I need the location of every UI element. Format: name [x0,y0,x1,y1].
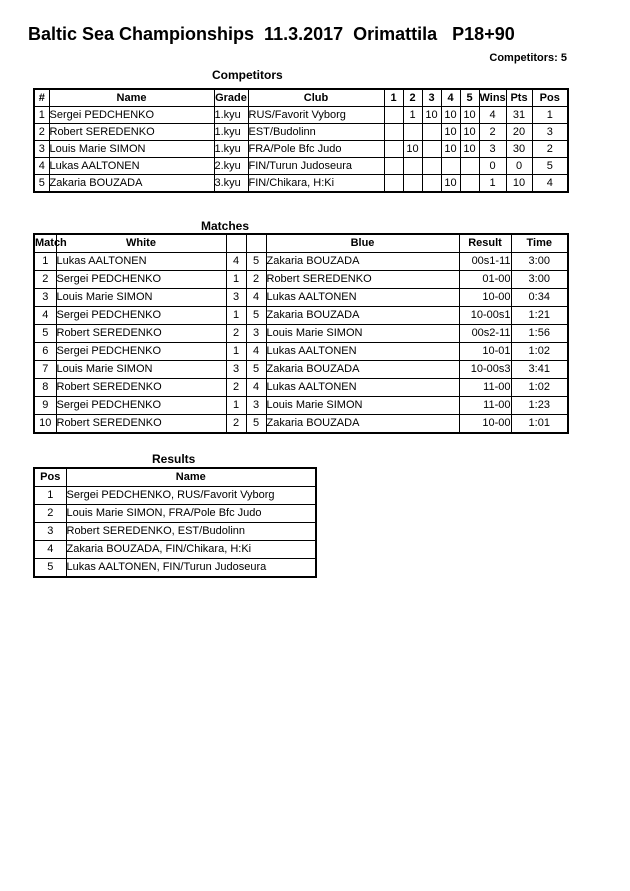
match-time: 1:56 [511,325,568,343]
result-name: Zakaria BOUZADA, FIN/Chikara, H:Ki [66,541,316,559]
white-competitor: Lukas AALTONEN [56,253,226,271]
match-number: 9 [34,397,56,415]
crosstable-score-1 [384,158,403,175]
blue-competitor: Lukas AALTONEN [266,343,459,361]
blue-competitor: Louis Marie SIMON [266,397,459,415]
white-competitor: Louis Marie SIMON [56,361,226,379]
crosstable-score-3 [422,175,441,193]
competitor-row [34,107,568,124]
crosstable-score-2 [403,175,422,193]
matches-section-title: Matches [201,219,250,233]
col-header-name: Name [49,89,214,107]
results-header-row [34,468,316,487]
result-name: Robert SEREDENKO, EST/Budolinn [66,523,316,541]
match-row [34,379,568,397]
match-result: 11-00 [459,379,511,397]
crosstable-score-1 [384,124,403,141]
competitor-grade: 1.kyu [214,124,248,141]
crosstable-score-3 [422,141,441,158]
blue-seed: 5 [246,415,266,434]
match-number: 7 [34,361,56,379]
crosstable-score-4: 10 [441,124,460,141]
white-competitor: Robert SEREDENKO [56,325,226,343]
match-number: 6 [34,343,56,361]
blue-competitor: Zakaria BOUZADA [266,253,459,271]
result-pos: 5 [34,559,66,578]
white-seed: 1 [226,343,246,361]
blue-seed: 4 [246,289,266,307]
col-header-number: # [34,89,49,107]
col-header-opp-5: 5 [460,89,479,107]
result-row [34,523,316,541]
competitor-number: 5 [34,175,49,193]
match-time: 1:21 [511,307,568,325]
blue-seed: 2 [246,271,266,289]
competitor-pos: 2 [532,141,568,158]
competitor-wins: 2 [479,124,506,141]
match-row [34,415,568,434]
result-name: Louis Marie SIMON, FRA/Pole Bfc Judo [66,505,316,523]
col-header-blue: Blue [266,234,459,253]
blue-competitor: Louis Marie SIMON [266,325,459,343]
crosstable-score-3 [422,158,441,175]
result-name: Sergei PEDCHENKO, RUS/Favorit Vyborg [66,487,316,505]
match-number: 2 [34,271,56,289]
competitor-club: FIN/Turun Judoseura [248,158,384,175]
competitors-table [33,88,569,193]
competitor-number: 2 [34,124,49,141]
competitors-count: Competitors: 5 [489,52,567,64]
crosstable-score-5: 10 [460,141,479,158]
competitor-pos: 1 [532,107,568,124]
white-seed: 2 [226,415,246,434]
crosstable-score-3 [422,124,441,141]
blue-seed: 4 [246,343,266,361]
col-header-opp-2: 2 [403,89,422,107]
white-competitor: Sergei PEDCHENKO [56,271,226,289]
competitor-club: FRA/Pole Bfc Judo [248,141,384,158]
white-seed: 2 [226,325,246,343]
blue-seed: 3 [246,397,266,415]
matches-table [33,233,569,434]
white-seed: 3 [226,361,246,379]
col-header-match: Match [34,234,56,253]
match-time: 1:02 [511,379,568,397]
col-header-opp-1: 1 [384,89,403,107]
competitor-club: RUS/Favorit Vyborg [248,107,384,124]
match-result: 10-00 [459,289,511,307]
col-header-club: Club [248,89,384,107]
white-competitor: Robert SEREDENKO [56,379,226,397]
results-table [33,467,317,578]
crosstable-score-3: 10 [422,107,441,124]
competitor-club: EST/Budolinn [248,124,384,141]
match-result: 10-00 [459,415,511,434]
col-header-name: Name [66,468,316,487]
competitors-section-title: Competitors [212,68,283,82]
match-number: 5 [34,325,56,343]
col-header-pos: Pos [532,89,568,107]
col-header-white: White [56,234,226,253]
match-number: 8 [34,379,56,397]
blue-competitor: Robert SEREDENKO [266,271,459,289]
match-row [34,361,568,379]
match-result: 10-00s1 [459,307,511,325]
match-result: 11-00 [459,397,511,415]
match-number: 4 [34,307,56,325]
competitor-pts: 0 [506,158,532,175]
match-result: 01-00 [459,271,511,289]
blue-seed: 4 [246,379,266,397]
match-result: 00s1-11 [459,253,511,271]
competitor-pos: 4 [532,175,568,193]
match-time: 3:41 [511,361,568,379]
competitor-name: Sergei PEDCHENKO [49,107,214,124]
col-header-wins: Wins [479,89,506,107]
crosstable-score-5: 10 [460,124,479,141]
blue-competitor: Lukas AALTONEN [266,289,459,307]
competitor-grade: 1.kyu [214,141,248,158]
competitors-header-row [34,89,568,107]
white-competitor: Louis Marie SIMON [56,289,226,307]
matches-header-row [34,234,568,253]
competitor-row [34,158,568,175]
col-header-pts: Pts [506,89,532,107]
competitor-name: Robert SEREDENKO [49,124,214,141]
white-competitor: Sergei PEDCHENKO [56,343,226,361]
competitor-number: 3 [34,141,49,158]
match-time: 0:34 [511,289,568,307]
result-pos: 1 [34,487,66,505]
col-header-grade: Grade [214,89,248,107]
competitor-wins: 3 [479,141,506,158]
white-seed: 1 [226,397,246,415]
blue-seed: 5 [246,253,266,271]
match-row [34,397,568,415]
competitor-pts: 10 [506,175,532,193]
white-seed: 4 [226,253,246,271]
crosstable-score-4: 10 [441,107,460,124]
match-time: 3:00 [511,253,568,271]
white-seed: 2 [226,379,246,397]
col-header-time: Time [511,234,568,253]
match-row [34,307,568,325]
white-competitor: Sergei PEDCHENKO [56,307,226,325]
result-row [34,505,316,523]
col-header-spacer-2 [246,234,266,253]
match-number: 10 [34,415,56,434]
crosstable-score-2 [403,158,422,175]
match-number: 1 [34,253,56,271]
blue-competitor: Zakaria BOUZADA [266,415,459,434]
crosstable-score-4 [441,158,460,175]
blue-seed: 3 [246,325,266,343]
competitor-grade: 1.kyu [214,107,248,124]
competitor-pos: 3 [532,124,568,141]
competitor-pts: 20 [506,124,532,141]
col-header-result: Result [459,234,511,253]
page-title: Baltic Sea Championships 11.3.2017 Orimattila P18+90 [28,24,515,44]
crosstable-score-2: 1 [403,107,422,124]
competitor-pos: 5 [532,158,568,175]
competitor-pts: 31 [506,107,532,124]
match-row [34,253,568,271]
crosstable-score-4: 10 [441,141,460,158]
col-header-spacer-1 [226,234,246,253]
competitor-club: FIN/Chikara, H:Ki [248,175,384,193]
crosstable-score-1 [384,175,403,193]
match-result: 10-00s3 [459,361,511,379]
competitor-pts: 30 [506,141,532,158]
competitor-grade: 2.kyu [214,158,248,175]
competitor-row [34,141,568,158]
match-row [34,271,568,289]
competitor-wins: 0 [479,158,506,175]
crosstable-score-5: 10 [460,107,479,124]
crosstable-score-2: 10 [403,141,422,158]
result-pos: 3 [34,523,66,541]
blue-seed: 5 [246,307,266,325]
crosstable-score-2 [403,124,422,141]
match-time: 3:00 [511,271,568,289]
match-time: 1:01 [511,415,568,434]
match-result: 10-01 [459,343,511,361]
competitor-number: 4 [34,158,49,175]
crosstable-score-5 [460,158,479,175]
col-header-opp-4: 4 [441,89,460,107]
result-name: Lukas AALTONEN, FIN/Turun Judoseura [66,559,316,578]
competitor-row [34,175,568,193]
white-seed: 1 [226,307,246,325]
match-row [34,343,568,361]
competitor-wins: 1 [479,175,506,193]
competitor-grade: 3.kyu [214,175,248,193]
white-competitor: Robert SEREDENKO [56,415,226,434]
blue-competitor: Zakaria BOUZADA [266,361,459,379]
crosstable-score-1 [384,141,403,158]
competitor-wins: 4 [479,107,506,124]
match-result: 00s2-11 [459,325,511,343]
match-time: 1:23 [511,397,568,415]
col-header-opp-3: 3 [422,89,441,107]
match-time: 1:02 [511,343,568,361]
competitor-name: Zakaria BOUZADA [49,175,214,193]
crosstable-score-4: 10 [441,175,460,193]
col-header-pos: Pos [34,468,66,487]
blue-seed: 5 [246,361,266,379]
match-number: 3 [34,289,56,307]
competitor-number: 1 [34,107,49,124]
blue-competitor: Zakaria BOUZADA [266,307,459,325]
white-seed: 1 [226,271,246,289]
result-row [34,487,316,505]
competitor-name: Louis Marie SIMON [49,141,214,158]
white-competitor: Sergei PEDCHENKO [56,397,226,415]
result-pos: 4 [34,541,66,559]
crosstable-score-5 [460,175,479,193]
results-section-title: Results [152,452,196,466]
competitor-row [34,124,568,141]
result-row [34,541,316,559]
result-row [34,559,316,578]
competitor-name: Lukas AALTONEN [49,158,214,175]
crosstable-score-1 [384,107,403,124]
white-seed: 3 [226,289,246,307]
match-row [34,325,568,343]
result-pos: 2 [34,505,66,523]
blue-competitor: Lukas AALTONEN [266,379,459,397]
match-row [34,289,568,307]
